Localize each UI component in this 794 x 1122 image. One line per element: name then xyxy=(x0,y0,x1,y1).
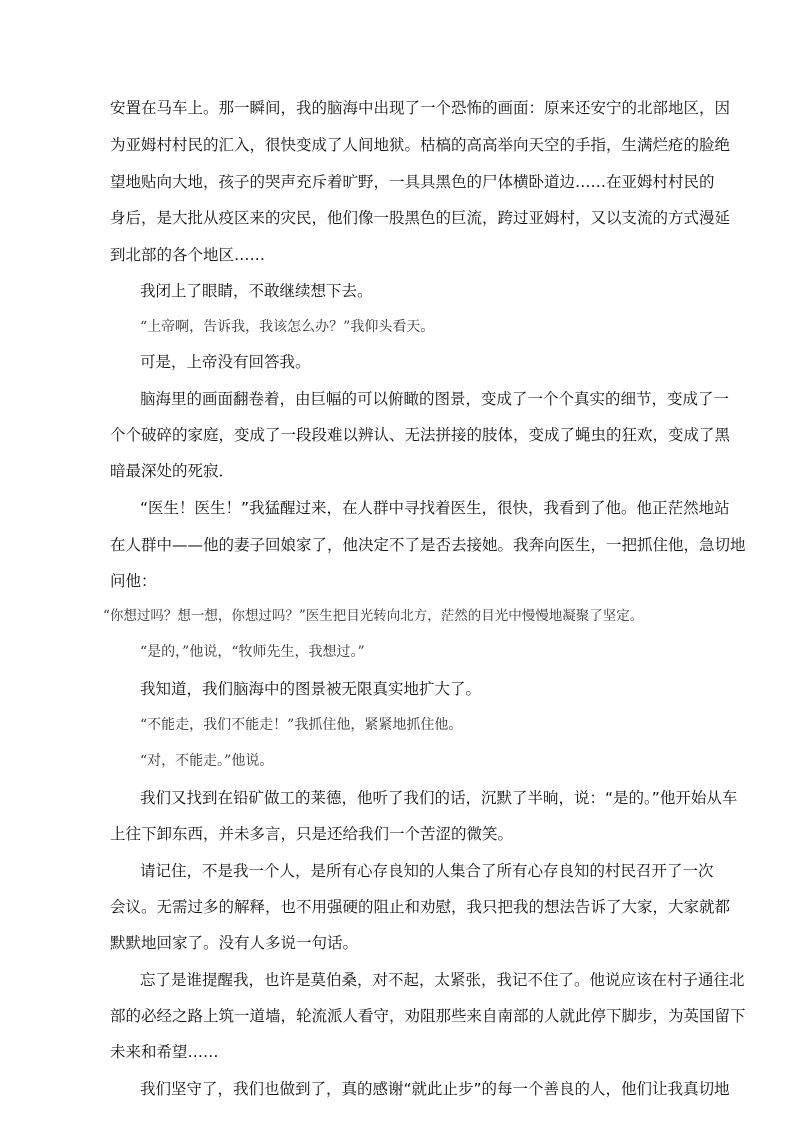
text-line: 问他： xyxy=(110,572,157,590)
dialogue-line: “上帝啊，告诉我，我该怎么办？”我仰头看天。 xyxy=(140,319,435,335)
text-line: 未来和希望…… xyxy=(110,1043,219,1061)
text-line: 安置在马车上。那一瞬间，我的脑海中出现了一个恐怖的画面：原来还安宁的北部地区，因 xyxy=(110,99,731,117)
text-line: 部的必经之路上筑一道墙，轮流派人看守，劝阻那些来自南部的人就此停下脚步，为英国留下 xyxy=(110,1007,746,1025)
text-line: 忘了是谁提醒我，也许是莫伯桑，对不起，太紧张，我记不住了。他说应该在村子通往北 xyxy=(140,971,745,989)
text-line: 我闭上了眼睛，不敢继续想下去。 xyxy=(140,282,373,300)
dialogue-line: “对，不能走。”他说。 xyxy=(140,753,274,769)
text-line: “医生！医生！”我猛醒过来，在人群中寻找着医生，很快，我看到了他。他正茫然地站 xyxy=(140,499,730,517)
text-line: 默默地回家了。没有人多说一句话。 xyxy=(110,934,359,952)
text-line: 我们坚守了，我们也做到了，真的感谢“就此止步”的每一个善良的人，他们让我真切地 xyxy=(140,1080,730,1098)
text-line: 请记住，不是我一个人，是所有心存良知的人集合了所有心存良知的村民召开了一次 xyxy=(140,862,714,880)
text-line: 个个破碎的家庭，变成了一段段难以辨认、无法拼接的肢体，变成了蝇虫的狂欢，变成了黑 xyxy=(110,426,731,444)
text-line: 可是，上帝没有回答我。 xyxy=(140,353,311,371)
text-line: 为亚姆村村民的汇入，很快变成了人间地狱。枯槁的高高举向天空的手指，生满烂疮的脸绝 xyxy=(110,136,731,154)
text-line: 我们又找到在铅矿做工的莱德，他听了我们的话，沉默了半晌，说：“是的。”他开始从车 xyxy=(140,789,738,807)
text-line: 在人群中——他的妻子回娘家了，他决定不了是否去接她。我奔向医生，一把抓住他，急切地 xyxy=(110,536,746,554)
text-line: 身后，是大批从疫区来的灾民，他们像一股黑色的巨流，跨过亚姆村，又以支流的方式漫延 xyxy=(110,209,731,227)
text-line: 上往下卸东西，并未多言，只是还给我们一个苦涩的微笑。 xyxy=(110,825,514,843)
text-line: 到北部的各个地区…… xyxy=(110,246,266,264)
dialogue-line: “你想过吗？想一想，你想过吗？”医生把目光转向北方，茫然的目光中慢慢地凝聚了坚定。 xyxy=(103,608,644,624)
text-line: 暗最深处的死寂． xyxy=(110,462,235,480)
text-line: 望地贴向大地，孩子的哭声充斥着旷野，一具具黑色的尸体横卧道边……在亚姆村村民的 xyxy=(110,173,715,191)
dialogue-line: “是的，”他说，“牧师先生，我想过。” xyxy=(140,644,365,660)
text-line: 我知道，我们脑海中的图景被无限真实地扩大了。 xyxy=(140,680,482,698)
text-line: 脑海里的画面翻卷着，由巨幅的可以俯瞰的图景，变成了一个个真实的细节，变成了一 xyxy=(140,390,730,408)
text-line: 会议。无需过多的解释，也不用强硬的阻止和劝慰，我只把我的想法告诉了大家，大家就都 xyxy=(110,898,731,916)
dialogue-line: “不能走，我们不能走！”我抓住他，紧紧地抓住他。 xyxy=(140,717,463,733)
